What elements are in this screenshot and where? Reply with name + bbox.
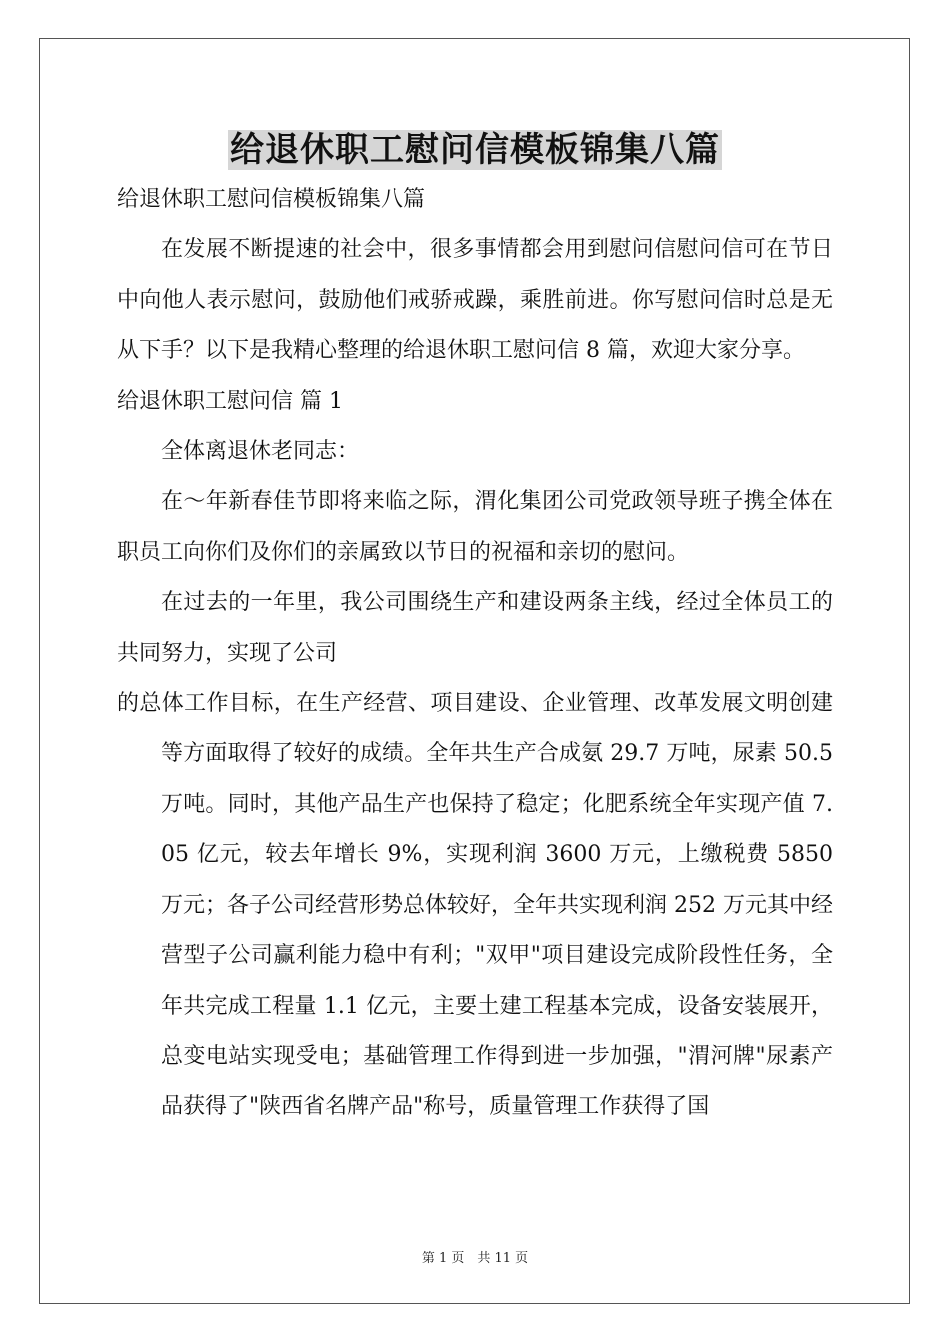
document-title <box>0 124 950 176</box>
body-paragraph: 在过去的一年里，我公司围绕生产和建设两条主线，经过全体员工的共同努力，实现了公司 <box>117 590 833 666</box>
subtitle-line: 给退休职工慰问信模板锦集八篇 <box>117 187 426 212</box>
document-body <box>117 175 833 1133</box>
page-footer: 第 1 页 共 11 页 <box>421 1251 529 1266</box>
document-title-text: 给退休职工慰问信模板锦集八篇 <box>230 130 720 170</box>
body-paragraph: 在～年新春佳节即将来临之际，渭化集团公司党政领导班子携全体在职员工向你们及你们的亲属致以节日的祝福和亲切的慰问。 <box>117 489 833 565</box>
salutation: 全体离退休老同志： <box>161 439 360 465</box>
section-heading: 给退休职工慰问信 篇 1 <box>117 388 343 414</box>
intro-paragraph: 在发展不断提速的社会中，很多事情都会用到慰问信慰问信可在节日中向他人表示慰问，鼓励他们戒骄戒躁，乘胜前进。你写慰问信时总是无从下手？以下是我精心整理的给退休职工慰问信 8 篇，欢迎大家分享。 <box>117 237 833 364</box>
body-paragraph: 的总体工作目标，在生产经营、项目建设、企业管理、改革发展文明创建等方面取得了较好的成绩。全年共生产合成氨 29.7 万吨，尿素 50.5 万吨。同时，其他产品生产也保持了稳定；化肥系统全年实现产值 7.05 亿元，较去年增长 9%，实现利润 3600 万元，上缴税费 5850 万元；各子公司经营形势总体较好，全年共实现利润 252 万元其中经营型子公司赢利能力稳中有利；"双甲"项目建设完成阶段性任务，全年共完成工程量 1.1 亿元，主要土建工程基本完成，设备安装展开，总变电站实现受电；基础管理工作得到进一步加强，"渭河牌"尿素产品获得了"陕西省名牌产品"称号，质量管理工作获得了国 <box>117 691 833 1120</box>
